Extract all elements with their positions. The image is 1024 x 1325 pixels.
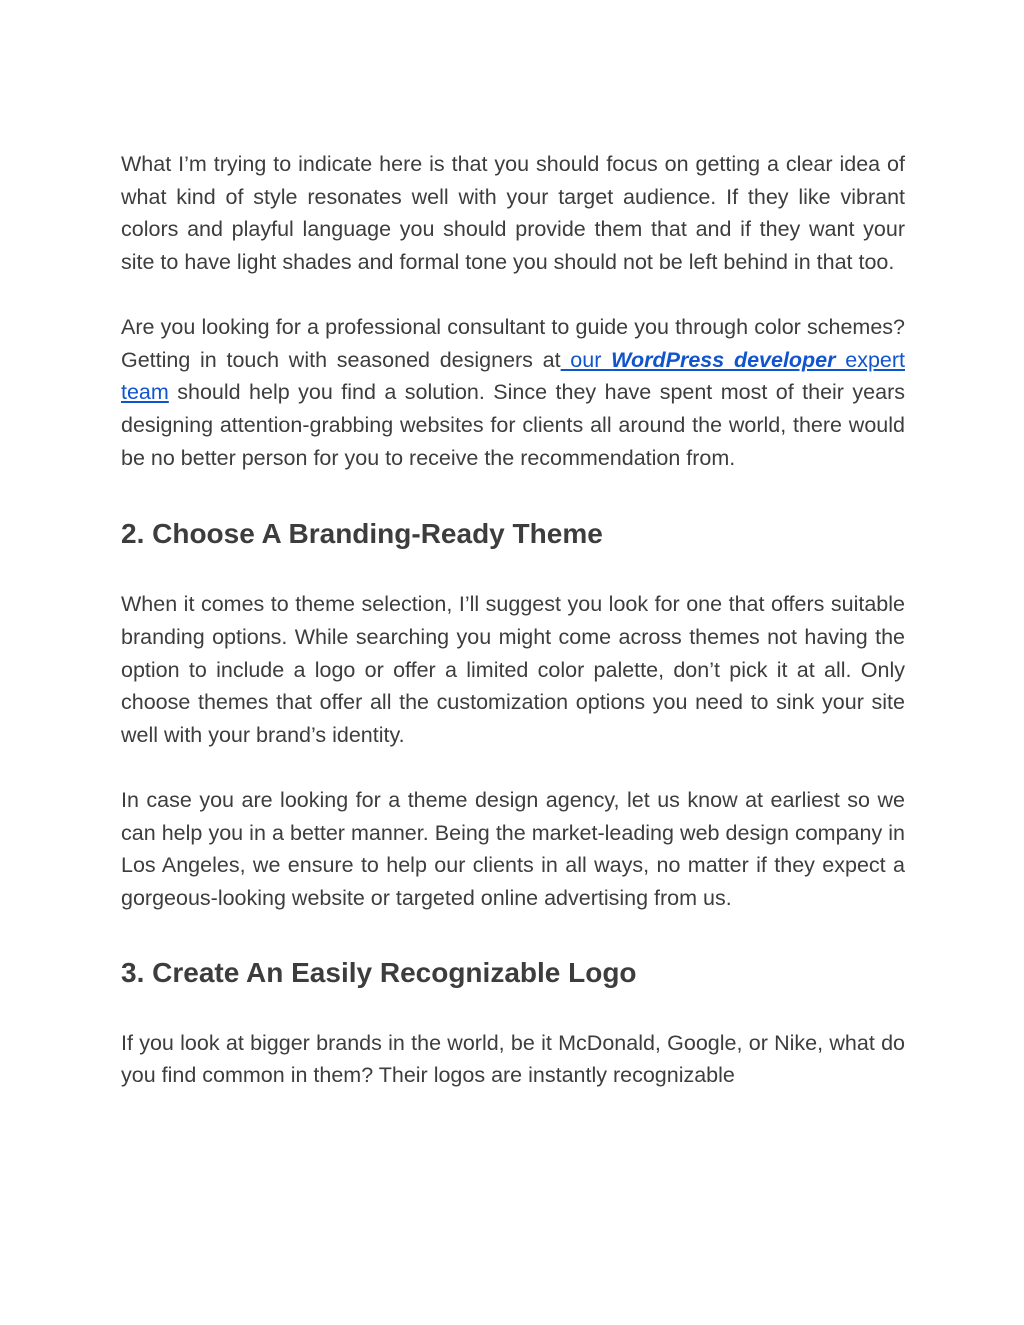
paragraph-consultant-text: Are you looking for a professional consultant to guide you through color schemes? Getting in touch with seasoned designers at [121, 314, 905, 372]
link-text-wordpress-developer: WordPress developer [611, 347, 836, 372]
link-text-expert-team: expert team [121, 347, 905, 405]
heading-branding-ready-theme: 2. Choose A Branding-Ready Theme [121, 518, 603, 550]
paragraph-theme-agency: In case you are looking for a theme design agency, let us know at earliest so we can help you in a better manner. Being the market-leading web design company in Los Angeles, we ensure to help our clients in all ways, no matter if they expect a gorgeous-looking website or targeted online advertising from us. [121, 787, 905, 910]
paragraph-bigger-brands: If you look at bigger brands in the world, be it McDonald, Google, or Nike, what do you find common in them? Their logos are instantly recognizable [121, 1030, 905, 1088]
paragraph-theme-selection: When it comes to theme selection, I’ll suggest you look for one that offers suitable branding options. While searching you might come across themes not having the option to include a logo or offer a limited color palette, don’t pick it at all. Only choose themes that offer all the customization options you need to sink your site well with your brand’s identity. [121, 592, 905, 748]
document-page [121, 148, 905, 1092]
heading-recognizable-logo: 3. Create An Easily Recognizable Logo [121, 956, 637, 988]
link-text-our: our [560, 347, 612, 372]
paragraph-consultant [121, 311, 905, 475]
paragraph-target-audience: What I’m trying to indicate here is that you should focus on getting a clear idea of what kind of style resonates well with your target audience. If they like vibrant colors and playful language you should provide them that and if they want your site to have light shades and formal tone you should not be left behind in that too. [121, 152, 905, 275]
paragraph-consultant-text-end: should help you find a solution. Since they have spent most of their years designing attention-grabbing websites for clients all around the world, there would be no better person for you to receive the recommendation from. [121, 380, 905, 470]
